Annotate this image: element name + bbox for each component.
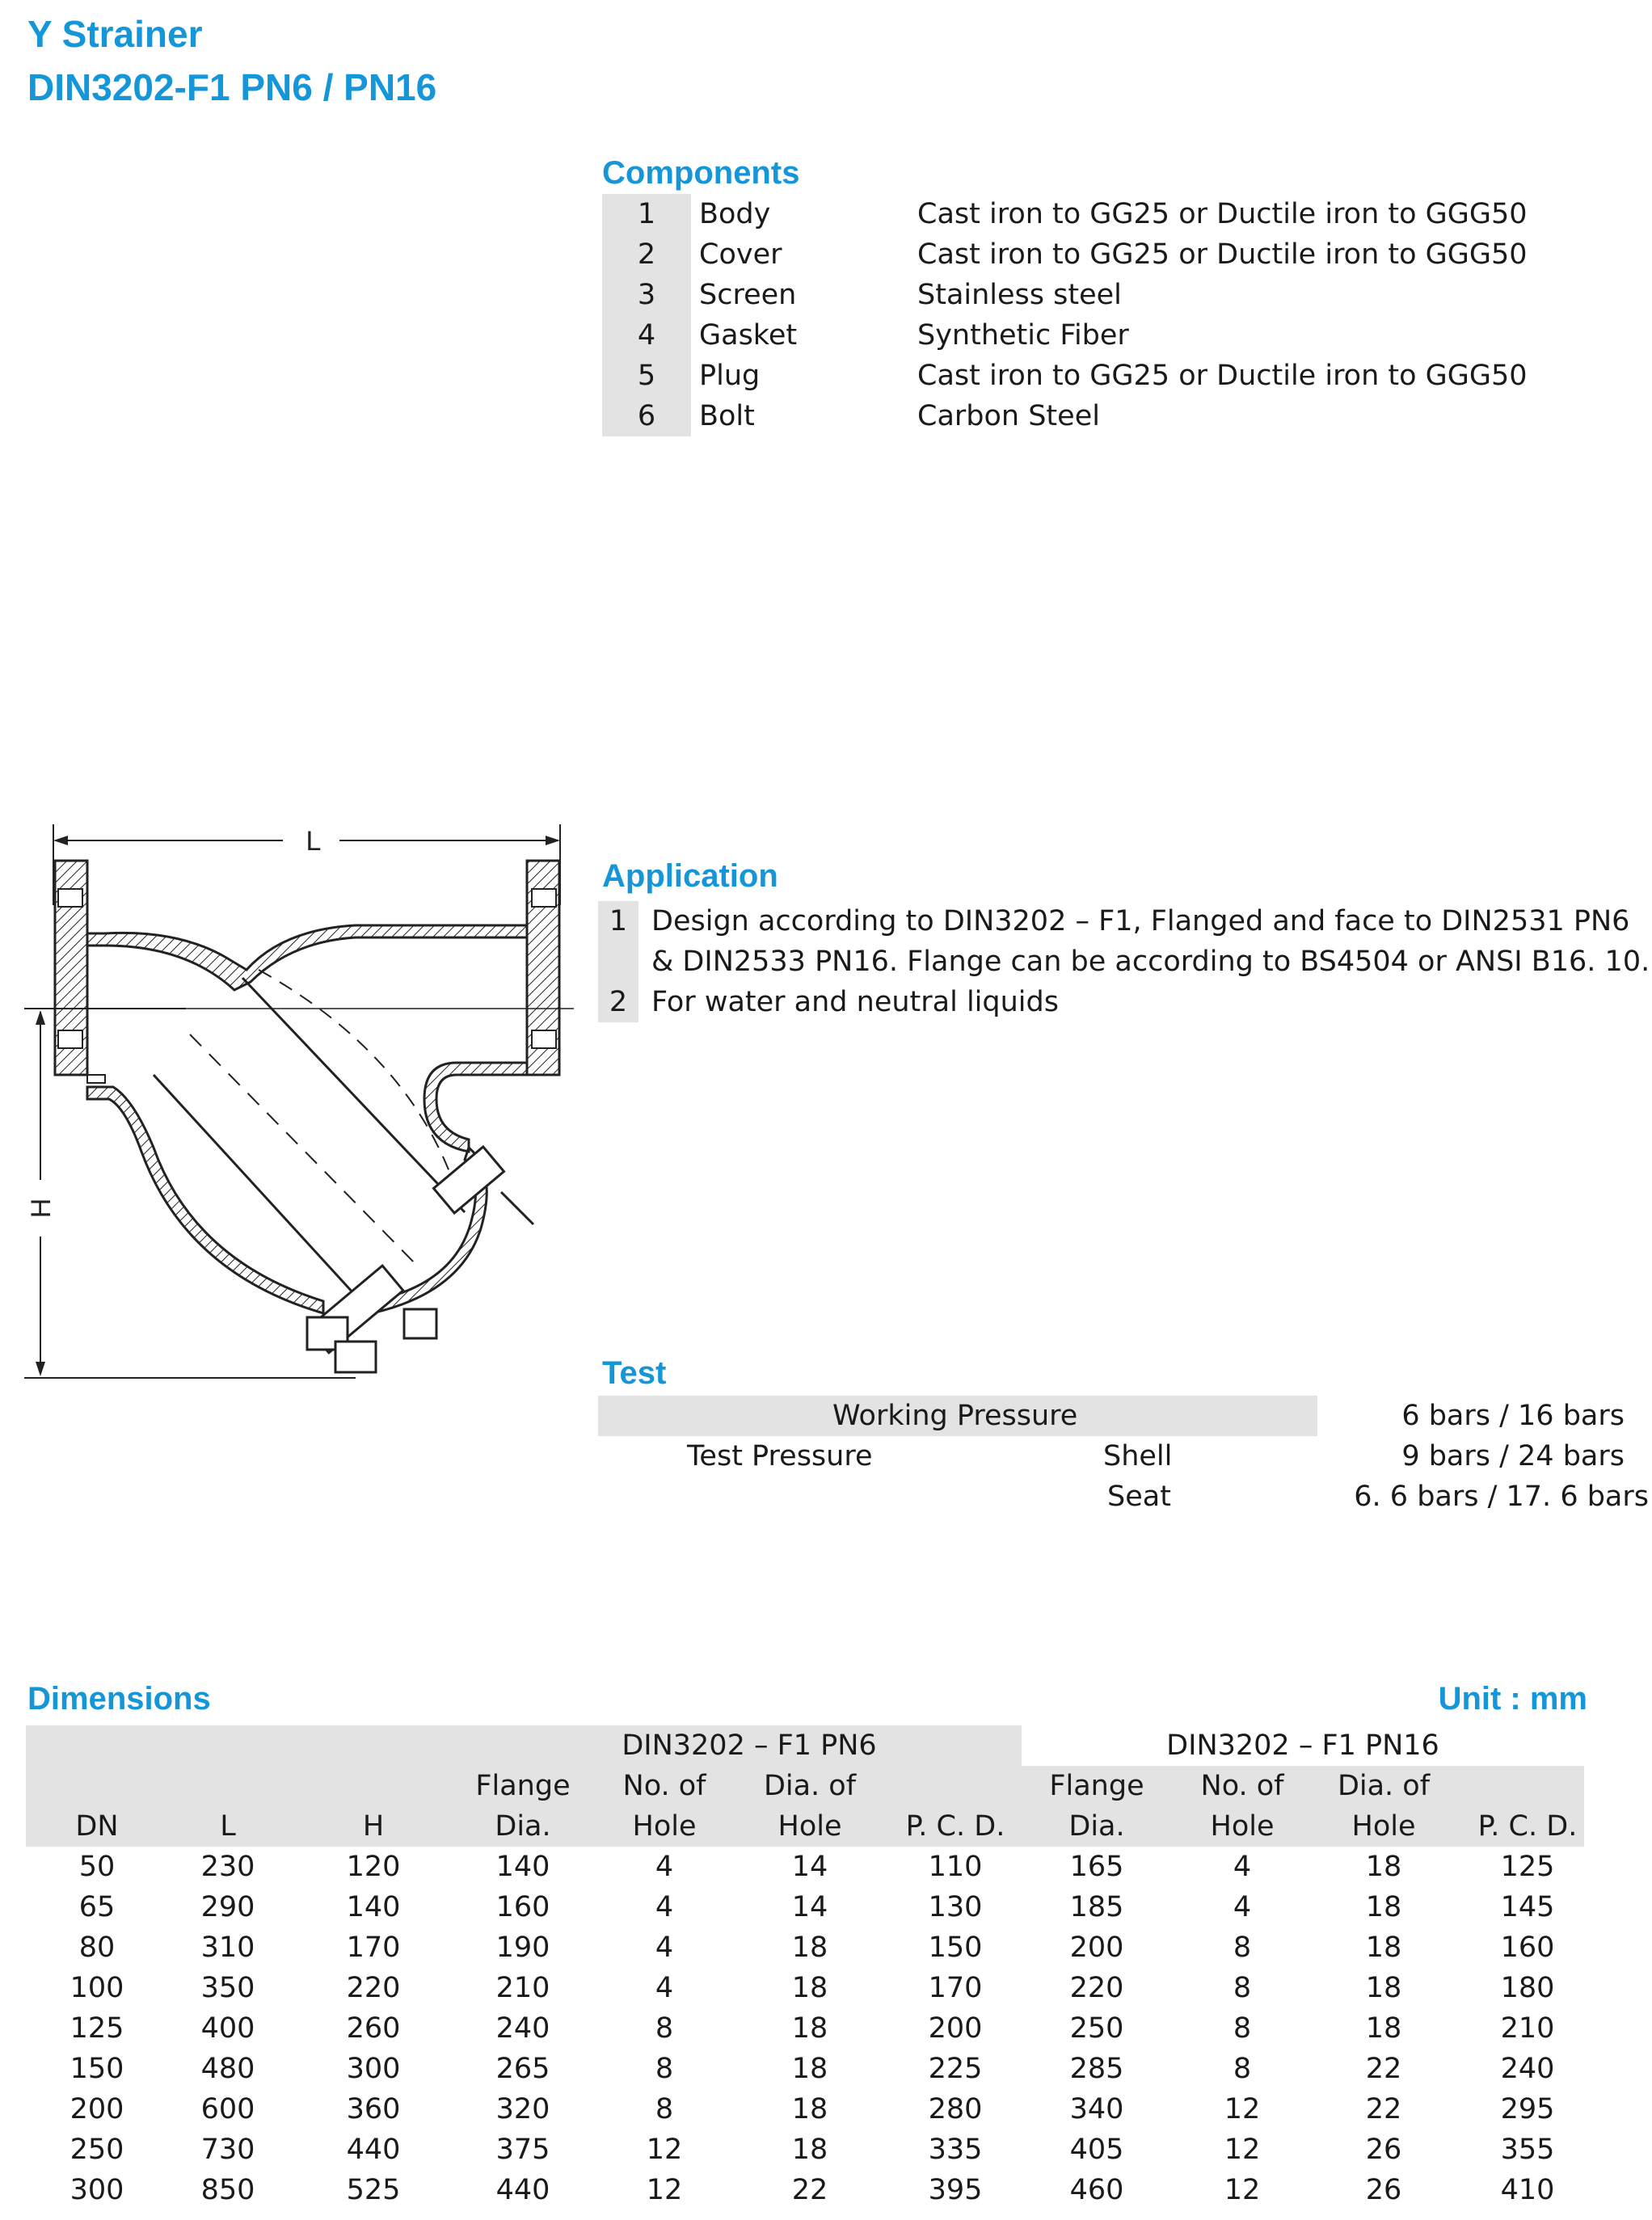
table-cell: 22 bbox=[1365, 2093, 1402, 2125]
column-header-holes-pn6: No. of bbox=[622, 1770, 706, 1802]
unit-label: Unit : mm bbox=[1438, 1681, 1587, 1717]
table-cell: 18 bbox=[791, 2134, 828, 2166]
table-cell: 80 bbox=[78, 1931, 116, 1964]
table-cell: 480 bbox=[200, 2053, 255, 2085]
shell-label: Shell bbox=[1103, 1440, 1173, 1472]
table-cell: 18 bbox=[1365, 1972, 1402, 2004]
component-material: Carbon Steel bbox=[917, 400, 1100, 432]
table-cell: 335 bbox=[928, 2134, 983, 2166]
table-cell: 18 bbox=[791, 2093, 828, 2125]
component-number: 2 bbox=[602, 234, 691, 275]
column-header-holes-pn16: No. of bbox=[1200, 1770, 1284, 1802]
table-cell: 200 bbox=[70, 2093, 124, 2125]
table-cell: 8 bbox=[1233, 2012, 1252, 2045]
table-cell: 18 bbox=[791, 1972, 828, 2004]
table-cell: 8 bbox=[1233, 1972, 1252, 2004]
table-cell: 26 bbox=[1365, 2134, 1402, 2166]
group-header-pn16: DIN3202 – F1 PN16 bbox=[1166, 1729, 1439, 1762]
table-cell: 4 bbox=[655, 1972, 674, 2004]
table-cell: 50 bbox=[78, 1851, 116, 1883]
component-name: Gasket bbox=[699, 319, 798, 352]
table-cell: 300 bbox=[70, 2174, 124, 2206]
table-cell: 22 bbox=[1365, 2053, 1402, 2085]
table-cell: 130 bbox=[928, 1891, 983, 1923]
dimensions-heading: Dimensions bbox=[27, 1681, 211, 1717]
table-cell: 225 bbox=[928, 2053, 983, 2085]
table-cell: 340 bbox=[1069, 2093, 1124, 2125]
table-cell: 280 bbox=[928, 2093, 983, 2125]
table-cell: 850 bbox=[200, 2174, 255, 2206]
table-cell: 12 bbox=[1224, 2134, 1261, 2166]
column-header-hole-dia-pn16: Hole bbox=[1351, 1810, 1416, 1843]
table-cell: 100 bbox=[70, 1972, 124, 2004]
test-heading: Test bbox=[602, 1355, 667, 1391]
table-cell: 125 bbox=[1500, 1851, 1555, 1883]
working-pressure-value: 6 bars / 16 bars bbox=[1401, 1400, 1625, 1432]
table-cell: 8 bbox=[1233, 1931, 1252, 1964]
application-number: 2 bbox=[598, 982, 638, 1022]
table-cell: 250 bbox=[1069, 2012, 1124, 2045]
table-cell: 265 bbox=[495, 2053, 550, 2085]
table-cell: 160 bbox=[495, 1891, 550, 1923]
table-cell: 4 bbox=[655, 1851, 674, 1883]
application-text: For water and neutral liquids bbox=[651, 986, 1059, 1018]
table-cell: 140 bbox=[346, 1891, 401, 1923]
test-table bbox=[598, 1396, 1649, 1525]
table-cell: 12 bbox=[1224, 2174, 1261, 2206]
table-cell: 145 bbox=[1500, 1891, 1555, 1923]
column-header-hole-dia-pn6: Hole bbox=[778, 1810, 842, 1843]
table-cell: 400 bbox=[200, 2012, 255, 2045]
table-cell: 8 bbox=[655, 2012, 674, 2045]
application-text: & DIN2533 PN16. Flange can be according to BS4504 or ANSI B16. 10. bbox=[651, 946, 1650, 978]
application-heading: Application bbox=[602, 858, 778, 894]
column-header-hole-dia-pn6: Dia. of bbox=[763, 1770, 857, 1802]
table-cell: 150 bbox=[928, 1931, 983, 1964]
table-cell: 110 bbox=[928, 1851, 983, 1883]
components-heading: Components bbox=[602, 155, 800, 191]
table-cell: 220 bbox=[1069, 1972, 1124, 2004]
group-header-pn6: DIN3202 – F1 PN6 bbox=[622, 1729, 877, 1762]
table-cell: 185 bbox=[1069, 1891, 1124, 1923]
table-cell: 730 bbox=[200, 2134, 255, 2166]
seat-label: Seat bbox=[1107, 1481, 1171, 1513]
component-material: Synthetic Fiber bbox=[917, 319, 1129, 352]
table-cell: 180 bbox=[1500, 1972, 1555, 2004]
table-cell: 120 bbox=[346, 1851, 401, 1883]
table-cell: 18 bbox=[1365, 1891, 1402, 1923]
table-cell: 295 bbox=[1500, 2093, 1555, 2125]
component-material: Cast iron to GG25 or Ductile iron to GGG50 bbox=[917, 198, 1528, 230]
table-cell: 260 bbox=[346, 2012, 401, 2045]
column-header-flange-pn6: Flange bbox=[475, 1770, 571, 1802]
application-number-band bbox=[598, 941, 638, 982]
component-name: Bolt bbox=[699, 400, 755, 432]
component-number: 4 bbox=[602, 315, 691, 356]
dimension-h-label: H bbox=[26, 1198, 57, 1219]
table-cell: 300 bbox=[346, 2053, 401, 2085]
component-material: Cast iron to GG25 or Ductile iron to GGG50 bbox=[917, 360, 1528, 392]
table-cell: 170 bbox=[928, 1972, 983, 2004]
table-cell: 405 bbox=[1069, 2134, 1124, 2166]
table-cell: 165 bbox=[1069, 1851, 1124, 1883]
table-cell: 140 bbox=[495, 1851, 550, 1883]
table-cell: 600 bbox=[200, 2093, 255, 2125]
table-cell: 18 bbox=[1365, 1851, 1402, 1883]
table-cell: 200 bbox=[928, 2012, 983, 2045]
column-header-h: H bbox=[362, 1810, 385, 1843]
table-cell: 18 bbox=[1365, 1931, 1402, 1964]
component-name: Plug bbox=[699, 360, 761, 392]
table-cell: 150 bbox=[70, 2053, 124, 2085]
test-pressure-label: Test Pressure bbox=[687, 1440, 873, 1472]
table-cell: 395 bbox=[928, 2174, 983, 2206]
table-cell: 200 bbox=[1069, 1931, 1124, 1964]
table-cell: 8 bbox=[655, 2053, 674, 2085]
y-strainer-drawing bbox=[16, 808, 582, 1390]
page-subtitle: DIN3202-F1 PN6 / PN16 bbox=[27, 66, 437, 108]
column-header-l: L bbox=[220, 1810, 236, 1843]
table-cell: 14 bbox=[791, 1891, 828, 1923]
table-cell: 4 bbox=[655, 1931, 674, 1964]
column-header-pcd-pn16: P. C. D. bbox=[1477, 1810, 1578, 1843]
table-cell: 12 bbox=[646, 2134, 683, 2166]
component-material: Stainless steel bbox=[917, 279, 1122, 311]
table-cell: 220 bbox=[346, 1972, 401, 2004]
column-header-hole-dia-pn16: Dia. of bbox=[1337, 1770, 1431, 1802]
component-number: 5 bbox=[602, 356, 691, 396]
table-cell: 4 bbox=[1233, 1891, 1252, 1923]
page-title: Y Strainer bbox=[27, 13, 203, 55]
dimension-l-label: L bbox=[306, 826, 322, 857]
application-number: 1 bbox=[598, 901, 638, 941]
table-cell: 125 bbox=[70, 2012, 124, 2045]
table-cell: 440 bbox=[495, 2174, 550, 2206]
table-cell: 250 bbox=[70, 2134, 124, 2166]
table-cell: 170 bbox=[346, 1931, 401, 1964]
table-cell: 375 bbox=[495, 2134, 550, 2166]
table-cell: 8 bbox=[655, 2093, 674, 2125]
table-cell: 210 bbox=[495, 1972, 550, 2004]
table-cell: 355 bbox=[1500, 2134, 1555, 2166]
table-cell: 18 bbox=[1365, 2012, 1402, 2045]
application-text: Design according to DIN3202 – F1, Flanged and face to DIN2531 PN6 bbox=[651, 905, 1630, 937]
table-cell: 410 bbox=[1500, 2174, 1555, 2206]
seat-value: 6. 6 bars / 17. 6 bars bbox=[1354, 1481, 1649, 1513]
component-name: Screen bbox=[699, 279, 797, 311]
table-cell: 18 bbox=[791, 2053, 828, 2085]
column-header-dn: DN bbox=[75, 1810, 119, 1843]
table-cell: 210 bbox=[1500, 2012, 1555, 2045]
component-number: 1 bbox=[602, 194, 691, 234]
component-number: 3 bbox=[602, 275, 691, 315]
table-cell: 4 bbox=[1233, 1851, 1252, 1883]
table-cell: 18 bbox=[791, 1931, 828, 1964]
table-cell: 320 bbox=[495, 2093, 550, 2125]
table-cell: 4 bbox=[655, 1891, 674, 1923]
table-cell: 230 bbox=[200, 1851, 255, 1883]
working-pressure-label: Working Pressure bbox=[832, 1400, 1078, 1432]
table-cell: 18 bbox=[791, 2012, 828, 2045]
component-name: Body bbox=[699, 198, 771, 230]
table-cell: 310 bbox=[200, 1931, 255, 1964]
component-material: Cast iron to GG25 or Ductile iron to GGG50 bbox=[917, 238, 1528, 271]
table-cell: 240 bbox=[1500, 2053, 1555, 2085]
table-cell: 525 bbox=[346, 2174, 401, 2206]
table-cell: 12 bbox=[646, 2174, 683, 2206]
table-cell: 8 bbox=[1233, 2053, 1252, 2085]
table-cell: 350 bbox=[200, 1972, 255, 2004]
column-header-flange-pn16: Flange bbox=[1049, 1770, 1144, 1802]
table-cell: 240 bbox=[495, 2012, 550, 2045]
table-cell: 290 bbox=[200, 1891, 255, 1923]
component-number: 6 bbox=[602, 396, 691, 436]
component-name: Cover bbox=[699, 238, 782, 271]
table-cell: 190 bbox=[495, 1931, 550, 1964]
column-header-holes-pn16: Hole bbox=[1210, 1810, 1275, 1843]
table-cell: 12 bbox=[1224, 2093, 1261, 2125]
table-cell: 360 bbox=[346, 2093, 401, 2125]
column-header-pcd-pn6: P. C. D. bbox=[905, 1810, 1005, 1843]
table-cell: 26 bbox=[1365, 2174, 1402, 2206]
table-cell: 460 bbox=[1069, 2174, 1124, 2206]
table-cell: 440 bbox=[346, 2134, 401, 2166]
shell-value: 9 bars / 24 bars bbox=[1401, 1440, 1625, 1472]
column-header-holes-pn6: Hole bbox=[632, 1810, 697, 1843]
table-cell: 65 bbox=[78, 1891, 116, 1923]
table-cell: 285 bbox=[1069, 2053, 1124, 2085]
table-cell: 14 bbox=[791, 1851, 828, 1883]
table-cell: 160 bbox=[1500, 1931, 1555, 1964]
column-header-flange-pn16: Dia. bbox=[1068, 1810, 1125, 1843]
table-cell: 22 bbox=[791, 2174, 828, 2206]
column-header-flange-pn6: Dia. bbox=[495, 1810, 551, 1843]
